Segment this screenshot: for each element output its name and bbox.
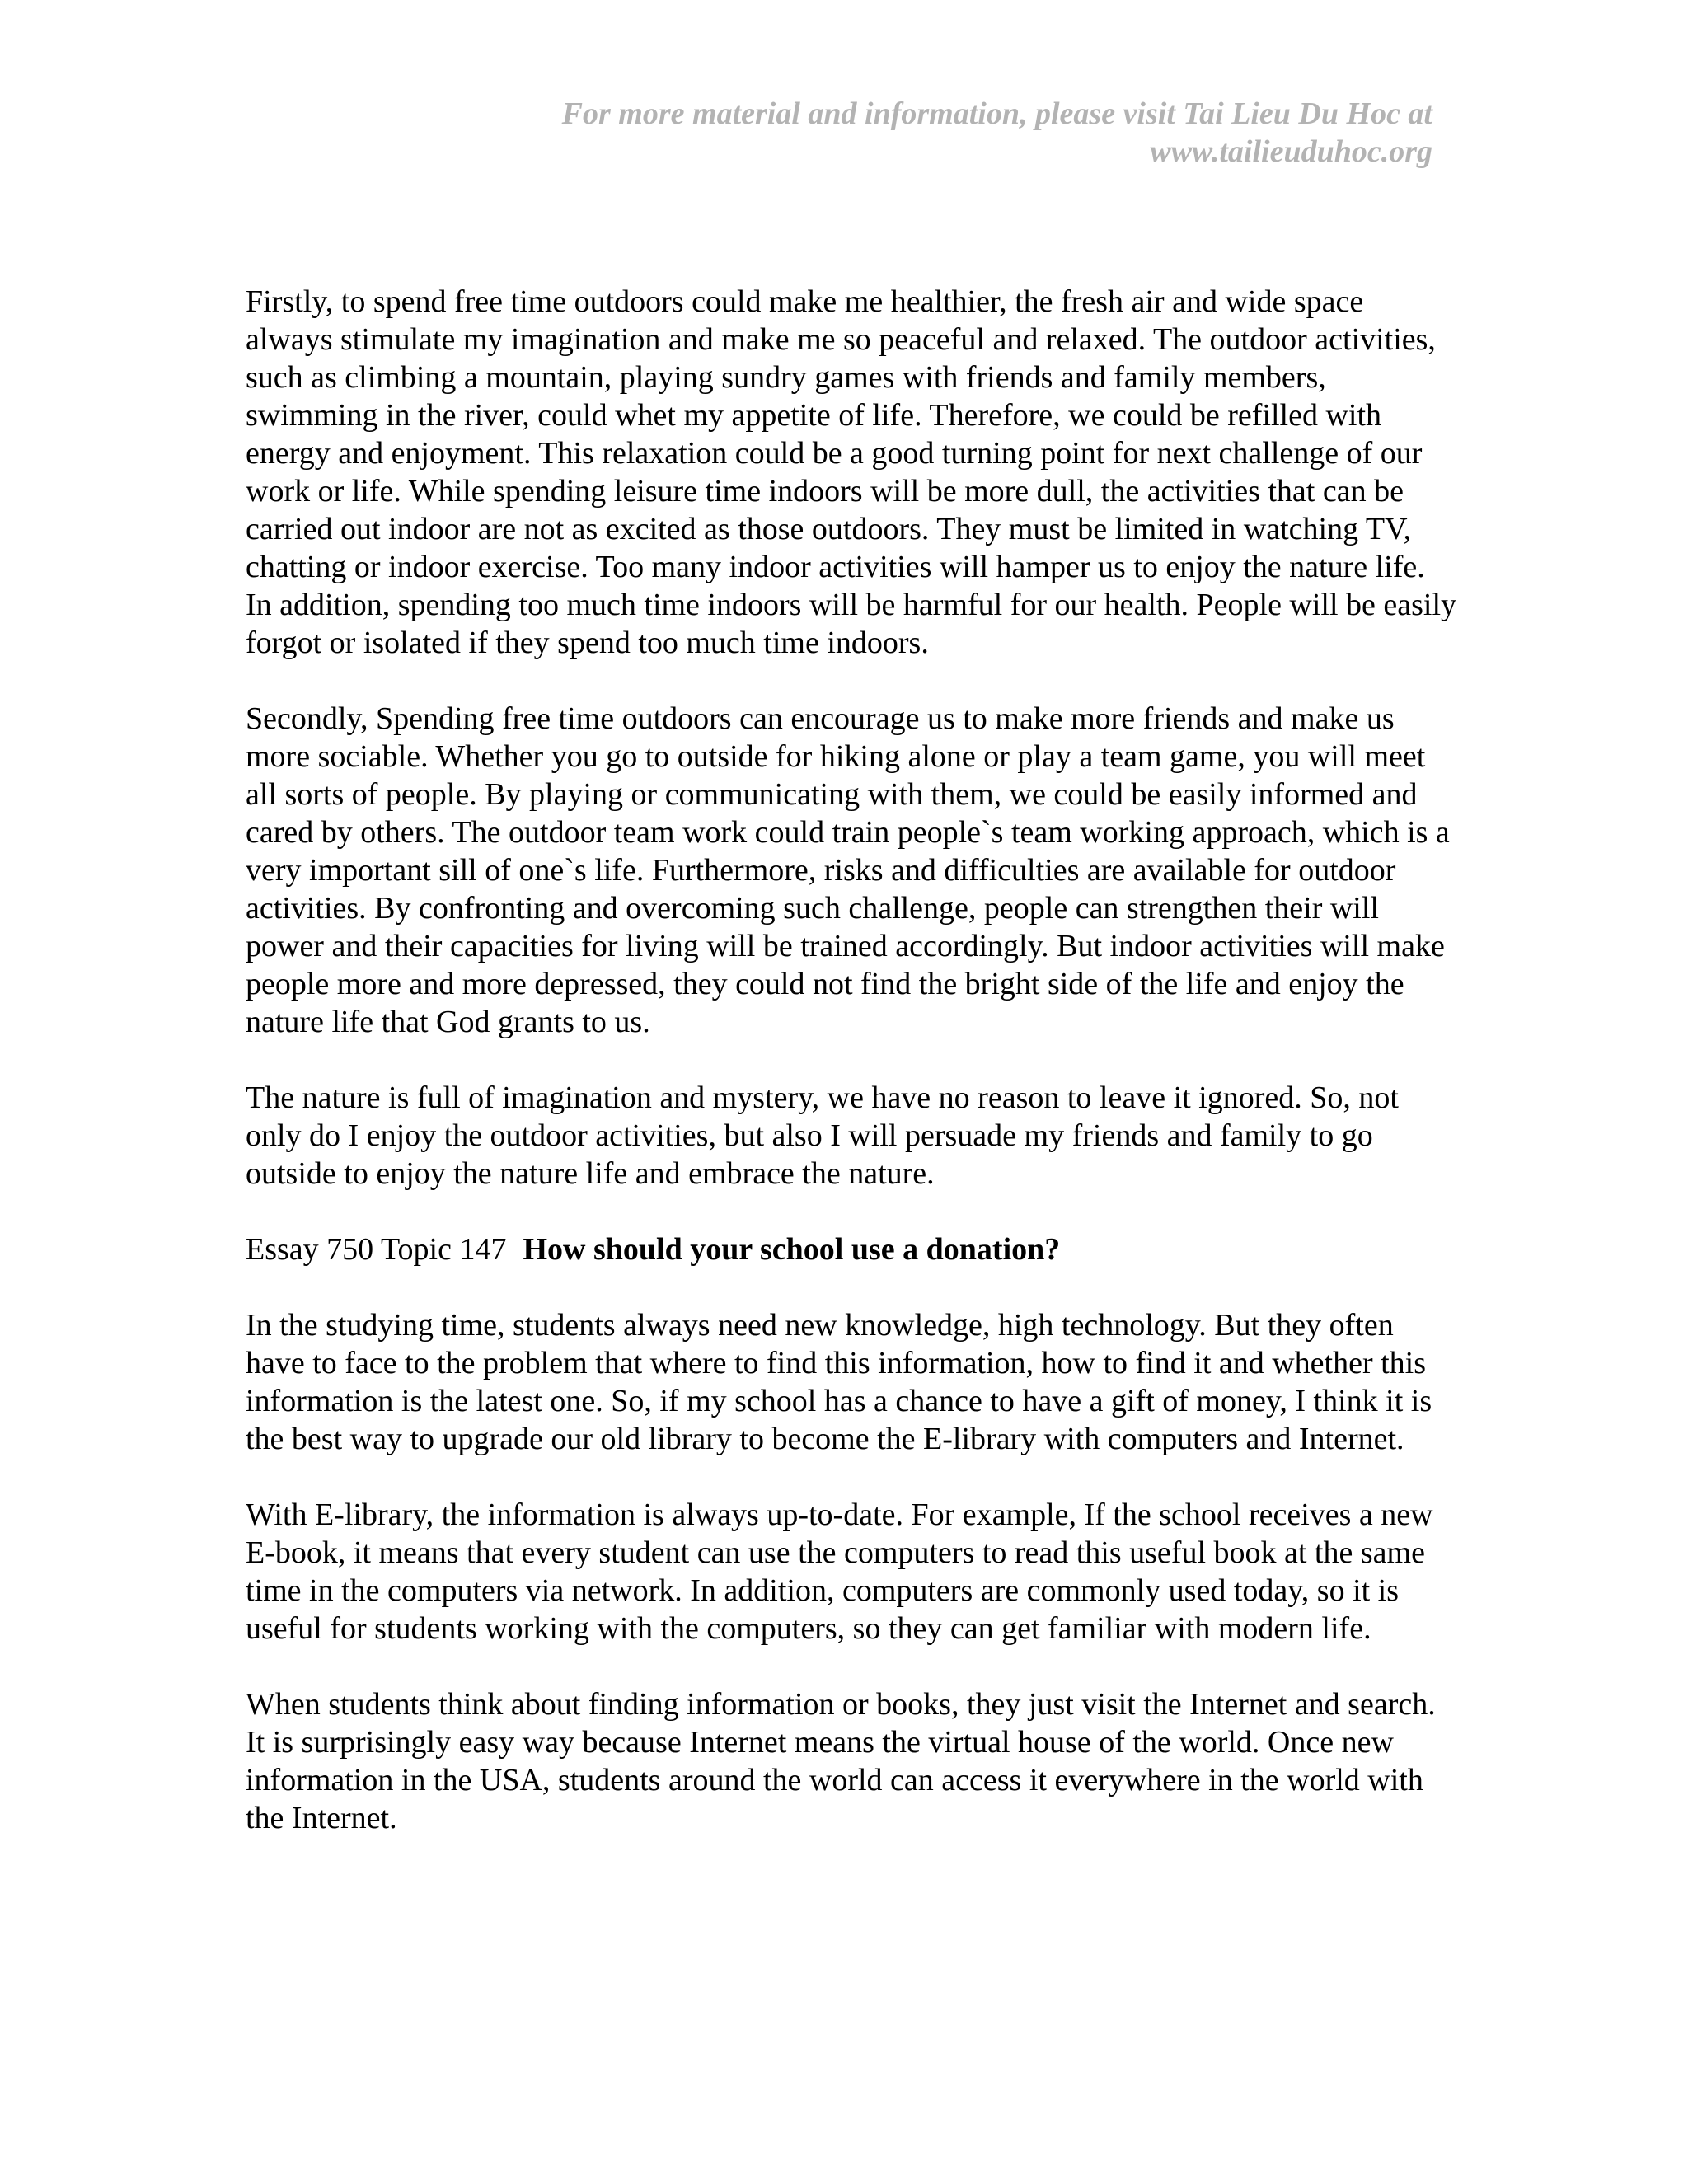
essay-title: How should your school use a donation?	[523, 1232, 1061, 1267]
paragraph-nature-conclusion: The nature is full of imagination and mystery, we have no reason to leave it ignored. So, not only do I enjoy the outdoor activities, but also I will persuade my friends and family to go outside to enjoy the nature life and embrace the nature.	[246, 1080, 1399, 1191]
page-header	[443, 95, 1432, 171]
essay-heading	[246, 1230, 1457, 1268]
document-body	[246, 283, 1457, 1875]
header-line-2: www.tailieuduhoc.org	[1150, 134, 1432, 169]
header-line-1: For more material and information, please visit Tai Lieu Du Hoc at	[561, 96, 1432, 131]
paragraph-outdoor-health: Firstly, to spend free time outdoors could make me healthier, the fresh air and wide space always stimulate my imagination and make me so peaceful and relaxed. The outdoor activities, such as climbing a mountain, playing sundry games with friends and family members, swimming in the river, could whet my appetite of life. Therefore, we could be refilled with energy and enjoyment. This relaxation could be a good turning point for next challenge of our work or life. While spending leisure time indoors will be more dull, the activities that can be carried out indoor are not as excited as those outdoors. They must be limited in watching TV, chatting or indoor exercise. Too many indoor activities will hamper us to enjoy the nature life. In addition, spending too much time indoors will be harmful for our health. People will be easily forgot or isolated if they spend too much time indoors.	[246, 284, 1457, 660]
essay-label: Essay 750 Topic 147	[246, 1232, 507, 1267]
paragraph-outdoor-sociable: Secondly, Spending free time outdoors can encourage us to make more friends and make us more sociable. Whether you go to outside for hiking alone or play a team game, you will meet all sorts of people. By playing or communicating with them, we could be easily informed and cared by others. The outdoor team work could train people`s team working approach, which is a very important sill of one`s life. Furthermore, risks and difficulties are available for outdoor activities. By confronting and overcoming such challenge, people can strengthen their will power and their capacities for living will be trained accordingly. But indoor activities will make people more and more depressed, they could not find the bright side of the life and enjoy the nature life that God grants to us.	[246, 701, 1450, 1039]
paragraph-internet-search: When students think about finding information or books, they just visit the Internet and search. It is surprisingly easy way because Internet means the virtual house of the world. Once new information in the USA, students around the world can access it everywhere in the world with the Internet.	[246, 1687, 1436, 1835]
paragraph-donation-intro: In the studying time, students always need new knowledge, high technology. But they often have to face to the problem that where to find this information, how to find it and whether this information is the latest one. So, if my school has a chance to have a gift of money, I think it is the best way to upgrade our old library to become the E-library with computers and Internet.	[246, 1308, 1432, 1456]
paragraph-e-library: With E-library, the information is always up-to-date. For example, If the school receives a new E-book, it means that every student can use the computers to read this useful book at the same time in the computers via network. In addition, computers are commonly used today, so it is useful for students working with the computers, so they can get familiar with modern life.	[246, 1497, 1433, 1646]
